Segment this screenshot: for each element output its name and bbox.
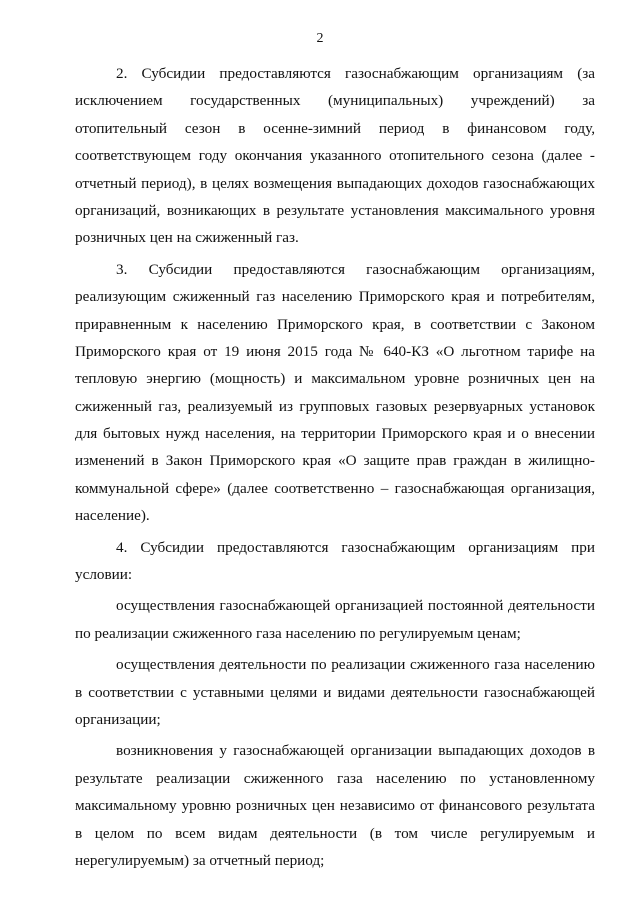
text-line: для бытовых нужд населения, на территории Приморского края и о внесении [75, 425, 595, 443]
paragraph-4-conditions-intro [75, 534, 595, 589]
text-line: нерегулируемым) за отчетный период; [75, 851, 325, 869]
text-line: Приморского края от 19 июня 2015 года № 640-КЗ «О льготном тарифе на [75, 342, 595, 360]
text-line: коммунальной сфере» (далее соответственно – газоснабжающая организация, [75, 479, 595, 497]
text-line: 2. Субсидии предоставляются газоснабжающим организациям (за [116, 65, 595, 82]
text-line: организаций, возникающих в результате установления максимального уровня [75, 201, 595, 219]
text-line: приравненным к населению Приморского края, в соответствии с Законом [75, 315, 595, 333]
text-line: возникновения у газоснабжающей организации выпадающих доходов в [116, 742, 595, 760]
text-line: осуществления деятельности по реализации сжиженного газа населению [116, 656, 595, 674]
text-line: отчетный период), в целях возмещения выпадающих доходов газоснабжающих [75, 174, 595, 192]
text-line: 3. Субсидии предоставляются газоснабжающим организациям, [116, 260, 595, 278]
text-line: соответствующем году окончания указанного отопительного сезона (далее - [75, 147, 595, 165]
document-body [75, 60, 595, 874]
paragraph-2-subsidy-recipients [75, 60, 595, 252]
text-line: население). [75, 507, 150, 525]
text-line: условии: [75, 566, 133, 584]
text-line: 4. Субсидии предоставляются газоснабжающим организациям при [116, 538, 595, 556]
text-line: тепловую энергию (мощность) и максимальном уровне розничных цен на [75, 370, 595, 388]
text-line: результате реализации сжиженного газа населению по установленному [75, 769, 595, 787]
text-line: сжиженный газ, реализуемый из групповых газовых резервуарных установок [75, 397, 595, 415]
condition-item-statutory-activity [75, 651, 595, 733]
page-number: 2 [316, 31, 324, 46]
text-line: реализующим сжиженный газ населению Приморского края и потребителям, [75, 288, 595, 306]
text-line: в целом по всем видам деятельности (в том числе регулируемым и [75, 824, 595, 842]
text-line: исключением государственных (муниципальных) учреждений) за [75, 92, 595, 110]
text-line: в соответствии с уставными целями и видами деятельности газоснабжающей [75, 683, 595, 701]
text-line: по реализации сжиженного газа населению по регулируемым ценам; [75, 624, 521, 642]
text-line: осуществления газоснабжающей организацией постоянной деятельности [116, 597, 595, 615]
text-line: максимальному уровню розничных цен независимо от финансового результата [75, 797, 595, 815]
text-line: организации; [75, 710, 161, 728]
text-line: изменений в Закон Приморского края «О защите прав граждан в жилищно- [75, 452, 595, 470]
text-line: розничных цен на сжиженный газ. [75, 229, 299, 247]
condition-item-permanent-activity [75, 592, 595, 647]
text-line: отопительный сезон в осенне-зимний период в финансовом году, [75, 119, 595, 137]
condition-item-lost-revenue [75, 737, 595, 874]
paragraph-3-subsidy-purpose [75, 256, 595, 530]
